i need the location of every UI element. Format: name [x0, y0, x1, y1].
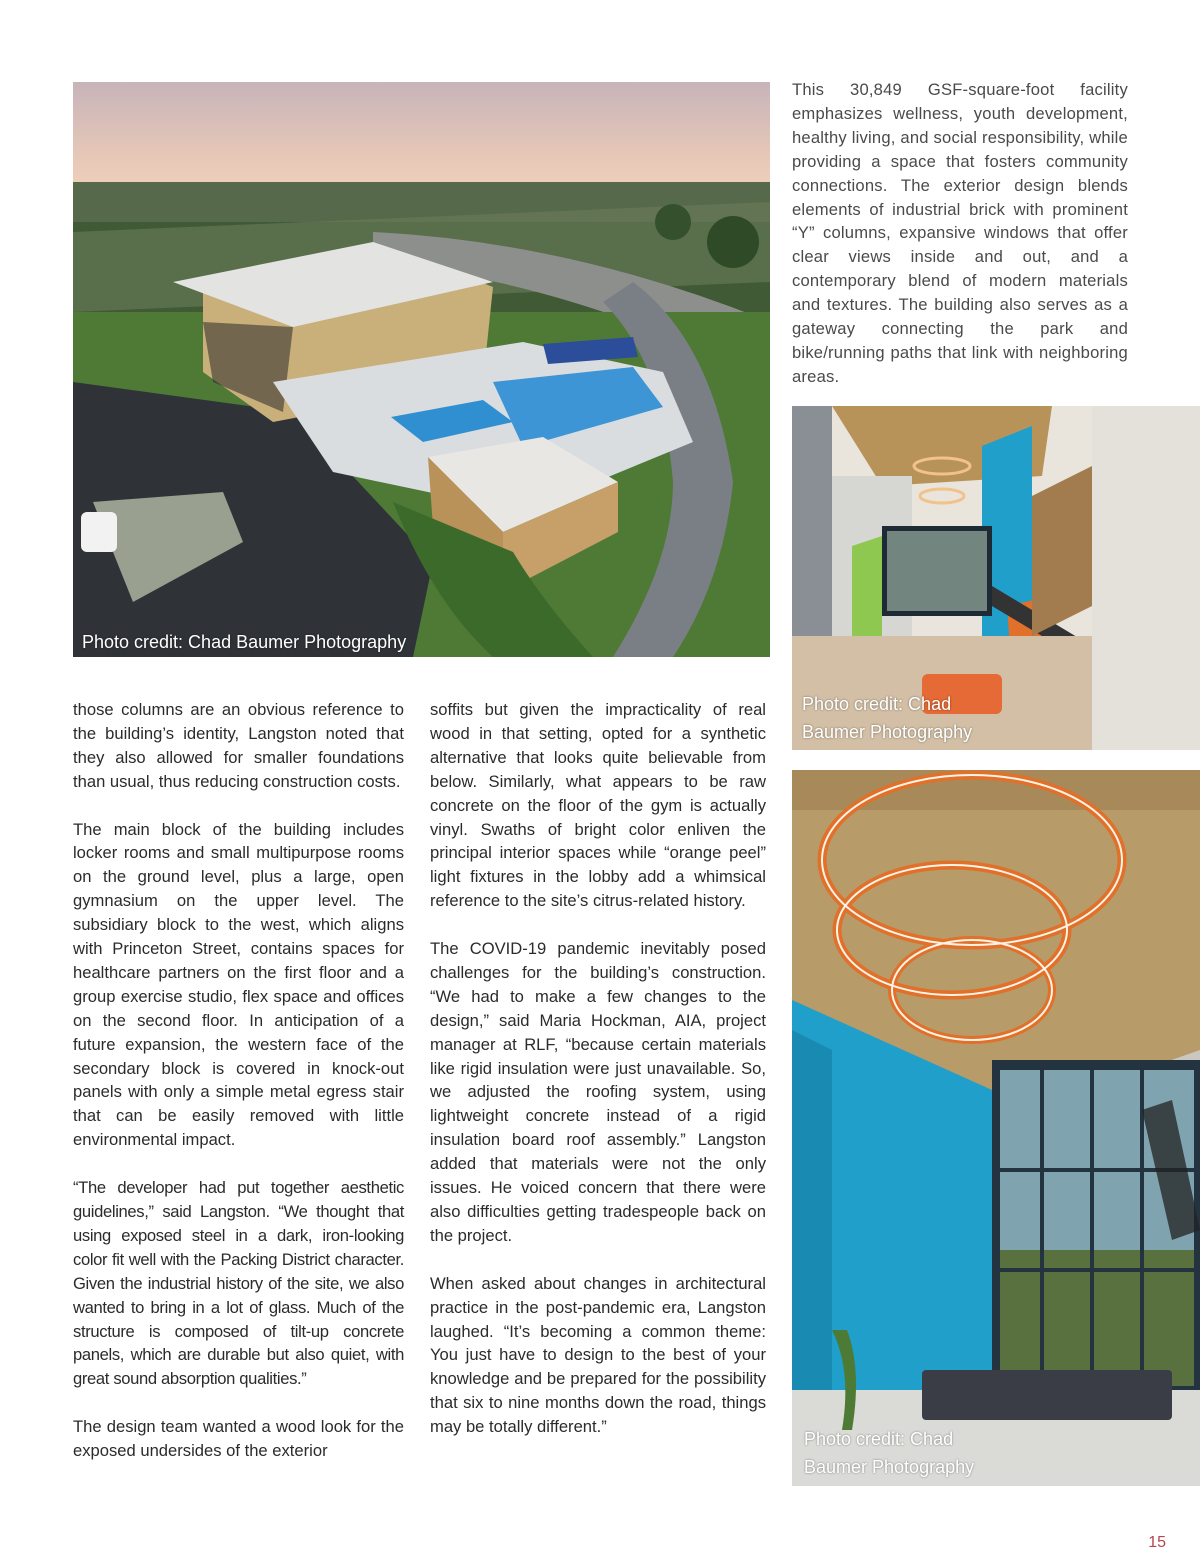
atrium-photo-illustration: [792, 770, 1200, 1486]
paragraph: The COVID-19 pandemic inevitably posed challenges for the building’s construction. “We had to make a few changes to the design,” said Maria Hockman, AIA, project manager at RLF, “because certain materials like rigid insulation were just unavailable. So, we adjusted the roofing system, using lightweight concrete instead of a rigid insulation board roof assembly.” Langston added that materials were not the only issues. He voiced concern that there were also difficulties getting tradespeople back on the project.: [430, 939, 766, 1245]
intro-paragraph: This 30,849 GSF-square-foot facility emphasizes wellness, youth development, healthy living, and social responsibility, while providing a space that fosters community connections. The exterior design blends elements of industrial brick with prominent “Y” columns, expansive windows that offer clear views inside and out, and a contemporary blend of modern materials and textures. The building also serves as a gateway connecting the park and bike/running paths that link with neighboring areas.: [792, 80, 1128, 386]
atrium-photo-credit: [804, 1425, 974, 1481]
lobby-photo-credit: [802, 690, 972, 746]
atrium-photo: [792, 770, 1200, 1486]
atrium-credit-line1: Photo credit: Chad: [804, 1429, 954, 1449]
article-column-left: [73, 698, 404, 1463]
paragraph: The design team wanted a wood look for the exposed undersides of the exterior: [73, 1417, 404, 1461]
lobby-credit-line2: Baumer Photography: [802, 722, 973, 742]
paragraph: “The developer had put together aesthetic guidelines,” said Langston. “We thought that using exposed steel in a dark, iron-looking color fit well with the Packing District character. Given the industrial history of the site, we also wanted to bring in a lot of glass. Much of the structure is composed of tilt-up concrete panels, which are durable but also quiet, with great sound absorption qualities.”: [73, 1178, 404, 1389]
aerial-photo-credit: Photo credit: Chad Baumer Photography: [82, 632, 407, 652]
lobby-credit-line1: Photo credit: Chad: [802, 694, 952, 714]
paragraph: those columns are an obvious reference to the building’s identity, Langston noted that they also allowed for smaller foundations than usual, thus reducing construction costs.: [73, 700, 404, 791]
paragraph: The main block of the building includes locker rooms and small multipurpose rooms on the ground level, plus a large, open gymnasium on the upper level. The subsidiary block to the west, which aligns with Princeton Street, contains spaces for healthcare partners on the first floor and a group exercise studio, flex space and offices on the second floor. In anticipation of a future expansion, the western face of the secondary block is covered in knock-out panels with only a simple metal egress stair that can be easily removed with little environmental impact.: [73, 819, 404, 1150]
article-column-middle: [430, 698, 766, 1439]
paragraph: soffits but given the impracticality of real wood in that setting, opted for a synthetic alternative that looks quite believable from below. Similarly, what appears to be raw concrete on the floor of the gym is actually vinyl. Swaths of bright color enliven the principal interior spaces while “orange peel” light fixtures in the lobby add a whimsical reference to the site’s citrus-related history.: [430, 700, 766, 911]
atrium-credit-line2: Baumer Photography: [804, 1457, 975, 1477]
aerial-photo: [73, 82, 770, 657]
paragraph: When asked about changes in architectural practice in the post-pandemic era, Langston laughed. “It’s becoming a common theme: You just have to design to the best of your knowledge and be prepared for the possibility that six to nine months down the road, things may be totally different.”: [430, 1273, 766, 1437]
aerial-photo-illustration: [73, 82, 770, 657]
page-number: 15: [1148, 1534, 1166, 1551]
lobby-photo: [792, 406, 1200, 750]
